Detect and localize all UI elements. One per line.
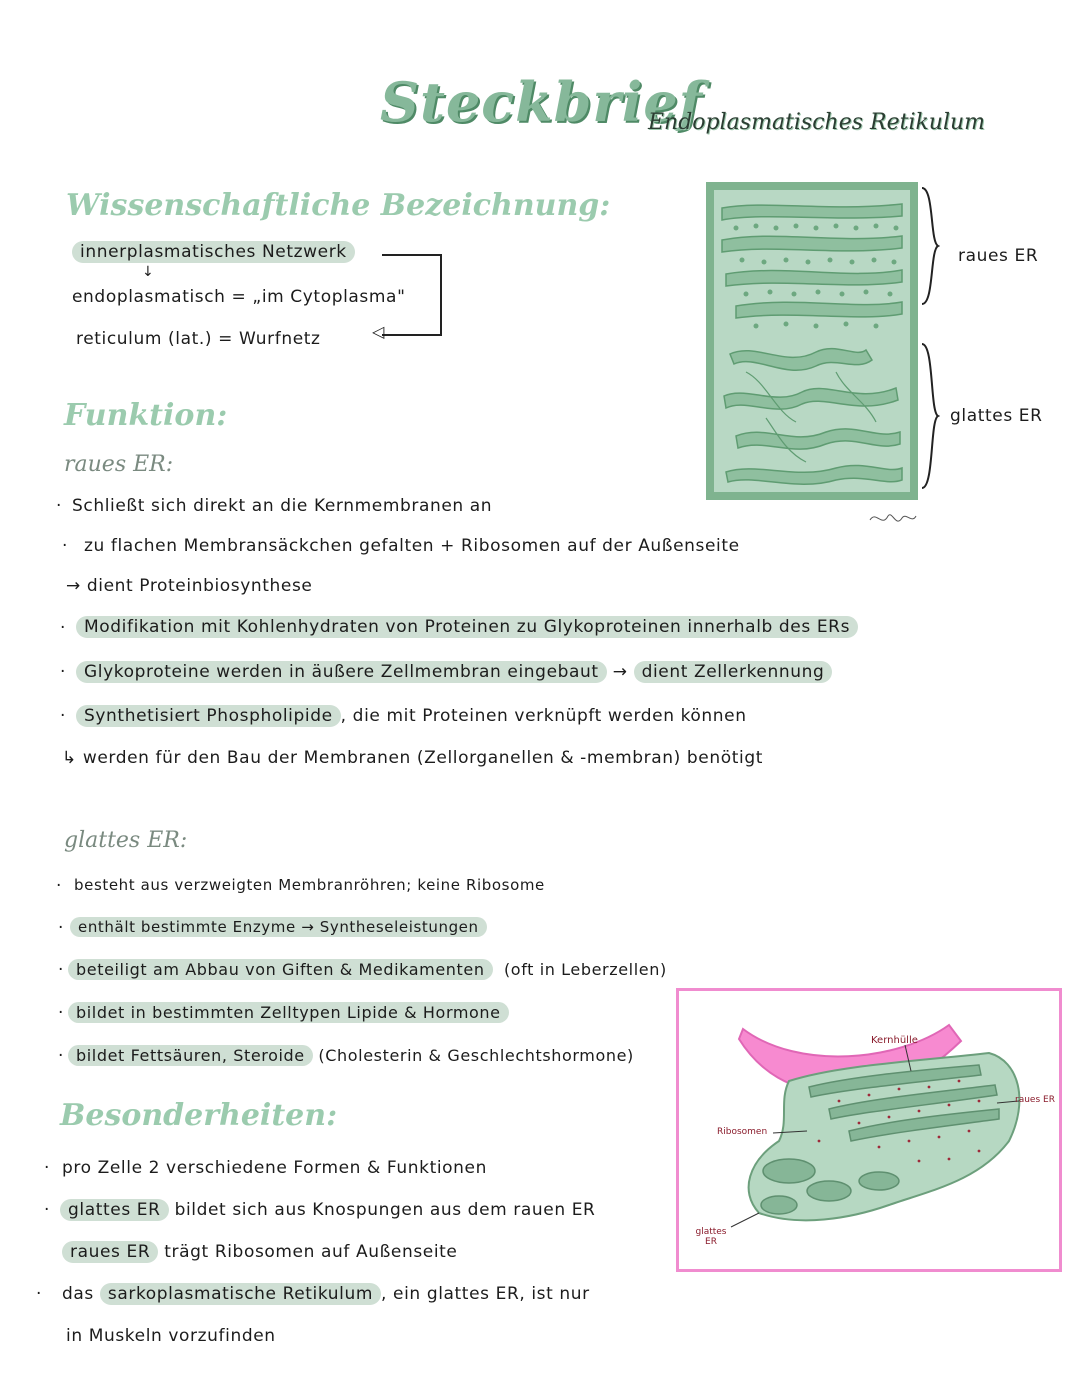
brace-raues <box>920 186 940 306</box>
down-arrow-icon: ↓ <box>142 264 154 280</box>
return-arrow-icon: ↳ <box>62 748 83 768</box>
bracket-arrow <box>382 254 442 336</box>
left-arrow-icon: ◁ <box>372 322 385 341</box>
glattes-item1: besteht aus verzweigten Membranröhren; keine Ribosome <box>74 876 545 894</box>
bullet: · <box>36 1284 42 1304</box>
raues-item3: → dient Proteinbiosynthese <box>66 576 313 596</box>
glattes-item5: bildet Fettsäuren, Steroide (Cholesterin & Geschlechtshormone) <box>68 1046 634 1065</box>
besonderheit-item4: das sarkoplasmatische Retikulum , ein glattes ER, ist nur <box>62 1284 590 1304</box>
raues-item2: zu flachen Membransäckchen gefalten + Ribosomen auf der Außenseite <box>84 536 740 556</box>
bullet: · <box>60 618 66 638</box>
bezeichnung-line3: reticulum (lat.) = Wurfnetz <box>76 329 321 349</box>
heading-funktion: Funktion: <box>64 398 228 433</box>
artist-signature <box>866 508 920 532</box>
arrow-icon: → <box>612 662 628 682</box>
bullet: · <box>44 1200 50 1220</box>
bullet: · <box>44 1158 50 1178</box>
glattes-item4: bildet in bestimmten Zelltypen Lipide & Hormone <box>68 1003 509 1022</box>
er-drawing-svg <box>706 182 918 500</box>
raues-item5: Glykoproteine werden in äußere Zellmembran eingebaut → dient Zellerkennung <box>76 662 832 682</box>
glattes-item3: beteiligt am Abbau von Giften & Medikamenten (oft in Leberzellen) <box>68 960 667 979</box>
glattes-item2: enthält bestimmte Enzyme → Syntheseleistungen <box>70 918 487 936</box>
raues-item1: Schließt sich direkt an die Kernmembranen an <box>72 496 493 516</box>
bullet: · <box>58 1046 64 1066</box>
subheading-glattes: glattes ER: <box>64 828 188 853</box>
brace-glattes <box>920 342 940 490</box>
heading-bezeichnung: Wissenschaftliche Bezeichnung: <box>66 188 611 223</box>
er-illustration <box>706 182 918 500</box>
page-subtitle: Endoplasmatisches Retikulum <box>648 110 986 135</box>
besonderheit-item2: glattes ER bildet sich aus Knospungen aus dem rauen ER <box>60 1200 595 1220</box>
bezeichnung-line2: endoplasmatisch = „im Cytoplasma" <box>72 287 406 307</box>
bullet: · <box>62 536 68 556</box>
label-raues-er: raues ER <box>958 246 1039 266</box>
bullet: · <box>60 706 66 726</box>
page-title: Steckbrief <box>380 70 703 134</box>
bullet: · <box>60 662 66 682</box>
bullet: · <box>58 918 64 938</box>
besonderheit-item1: pro Zelle 2 verschiedene Formen & Funktionen <box>62 1158 487 1178</box>
bezeichnung-line1: innerplasmatisches Netzwerk <box>72 242 355 262</box>
raues-item7: ↳ werden für den Bau der Membranen (Zellorganellen & -membran) benötigt <box>62 748 763 768</box>
besonderheit-item5: in Muskeln vorzufinden <box>66 1326 276 1346</box>
subheading-raues: raues ER: <box>64 452 174 477</box>
raues-item6: Synthetisiert Phospholipide , die mit Proteinen verknüpft werden können <box>76 706 747 726</box>
er-diagram-frame <box>676 988 1062 1272</box>
heading-besonderheiten: Besonderheiten: <box>60 1098 338 1133</box>
bullet: · <box>56 496 62 516</box>
label-kernhuelle: Kernhülle <box>871 1035 918 1046</box>
label-raues-er-bottom: raues ER <box>1015 1095 1055 1105</box>
label-glattes-er-bottom: glattes ER <box>695 1227 727 1247</box>
arrow-icon: → <box>66 576 87 596</box>
raues-item4: Modifikation mit Kohlenhydraten von Proteinen zu Glykoproteinen innerhalb des ERs <box>76 617 858 637</box>
bullet: · <box>58 1003 64 1023</box>
label-ribosomen: Ribosomen <box>717 1127 768 1137</box>
bullet: · <box>56 876 62 896</box>
bullet: · <box>58 960 64 980</box>
besonderheit-item3: raues ER trägt Ribosomen auf Außenseite <box>62 1242 458 1262</box>
label-glattes-er: glattes ER <box>950 406 1043 426</box>
